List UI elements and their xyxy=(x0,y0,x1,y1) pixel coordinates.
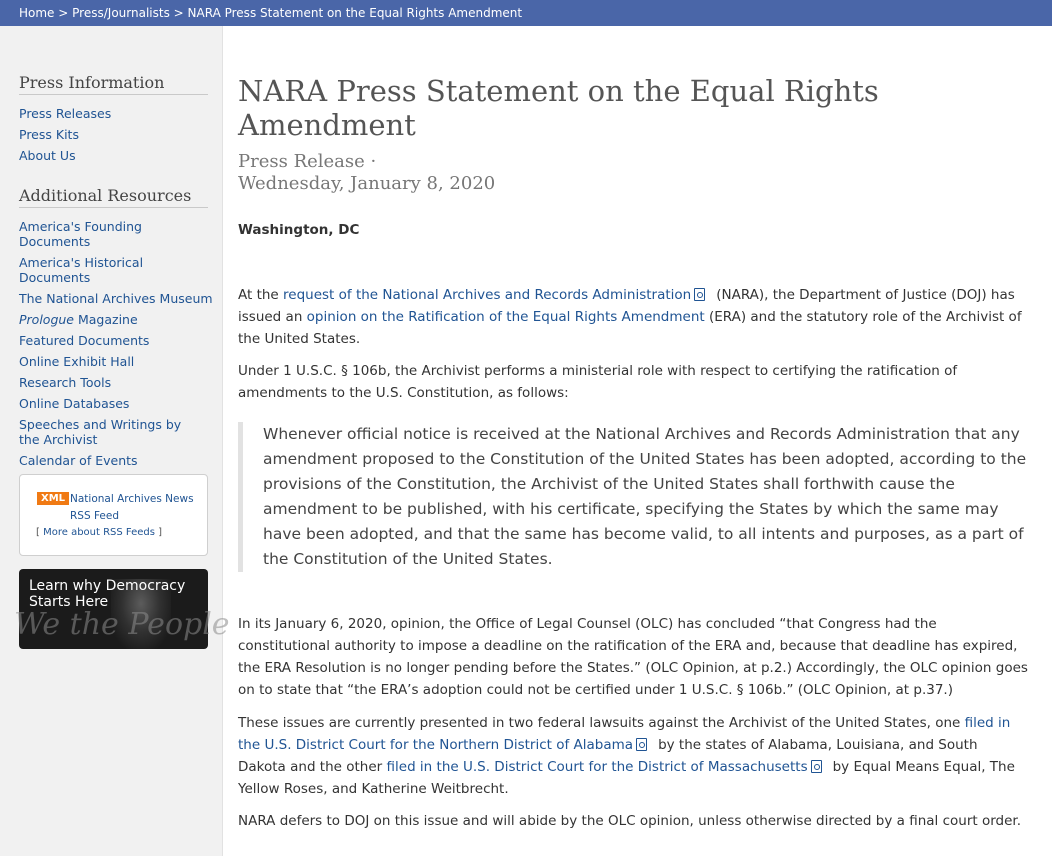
breadcrumb-separator: > xyxy=(173,6,184,20)
breadcrumb xyxy=(19,0,522,26)
pdf-icon xyxy=(694,288,705,301)
breadcrumb-home-link[interactable]: Home xyxy=(19,6,55,20)
pdf-icon xyxy=(811,760,822,773)
text: (NARA), the Department of Justice (DOJ) has issued an xyxy=(238,287,1015,325)
promo-script-image: We the People xyxy=(14,607,230,642)
sidebar-link-historical-documents[interactable]: America's Historical Documents xyxy=(19,255,144,285)
rss-feed-box xyxy=(19,474,208,556)
promo-text: Learn why Democracy Starts Here xyxy=(29,578,186,610)
text: by the states of Alabama, Louisiana, and South Dakota and the other xyxy=(238,737,978,775)
rss-feed-link[interactable] xyxy=(70,491,200,525)
text: At the xyxy=(238,287,284,303)
breadcrumb-separator: > xyxy=(58,6,69,20)
text: These issues are currently presented in two federal lawsuits against the Archivist of the United States, one xyxy=(238,715,965,731)
more-about-rss-link[interactable]: More about RSS Feeds xyxy=(43,527,155,538)
magazine-label: Magazine xyxy=(74,312,138,327)
democracy-promo-banner[interactable] xyxy=(14,569,230,649)
release-date: Wednesday, January 8, 2020 xyxy=(238,173,496,194)
paragraph-1 xyxy=(238,284,1028,350)
sidebar-link-research-tools[interactable]: Research Tools xyxy=(19,375,112,390)
sidebar-link-press-kits[interactable]: Press Kits xyxy=(19,127,79,142)
sidebar-link-calendar-of-events[interactable]: Calendar of Events xyxy=(19,453,138,468)
rss-more-wrapper xyxy=(36,527,162,538)
breadcrumb-bar xyxy=(0,0,1052,26)
sidebar-link-featured-documents[interactable]: Featured Documents xyxy=(19,333,150,348)
sidebar-link-national-archives-museum[interactable]: The National Archives Museum xyxy=(19,291,213,306)
rss-feed-title-line2: RSS Feed xyxy=(70,510,120,522)
sidebar-link-online-databases[interactable]: Online Databases xyxy=(19,396,130,411)
sidebar-heading-press-information: Press Information xyxy=(19,73,208,95)
page-title: NARA Press Statement on the Equal Rights Amendment xyxy=(238,74,879,142)
breadcrumb-press-link[interactable]: Press/Journalists xyxy=(72,6,170,20)
massachusetts-lawsuit-link[interactable]: filed in the U.S. District Court for the District of Massachusetts xyxy=(386,759,808,775)
sidebar-link-about-us[interactable]: About Us xyxy=(19,148,76,163)
paragraph-3: In its January 6, 2020, opinion, the Office of Legal Counsel (OLC) has concluded “that Congress had the constitutional authority to impose a deadline on the ratification of the ERA and, because that deadline has expired, the ERA Resolution is no longer pending before the States.” (OLC Opinion, at p.2.) Accordingly, the OLC opinion goes on to state that “the ERA’s adoption could not be certified under 1 U.S.C. § 106b.” (OLC Opinion, at p.37.) xyxy=(238,616,1028,698)
dateline-location: Washington, DC xyxy=(238,222,360,238)
rss-feed-title-line1: National Archives News xyxy=(70,493,194,505)
bracket: ] xyxy=(154,527,163,538)
sidebar-link-press-releases[interactable]: Press Releases xyxy=(19,106,112,121)
pdf-icon xyxy=(636,738,647,751)
meta-dot: · xyxy=(364,151,377,172)
bracket: [ xyxy=(36,527,44,538)
release-type: Press Release xyxy=(238,151,365,172)
sidebar-link-speeches-writings[interactable]: Speeches and Writings by the Archivist xyxy=(19,417,182,447)
paragraph-4 xyxy=(238,712,1028,800)
paragraph-5: NARA defers to DOJ on this issue and will abide by the OLC opinion, unless otherwise directed by a final court order. xyxy=(238,813,1022,829)
text: (ERA) and the statutory role of the Archivist of the United States. xyxy=(238,309,1022,347)
sidebar xyxy=(0,26,230,856)
paragraph-2: Under 1 U.S.C. § 106b, the Archivist performs a ministerial role with respect to certifying the ratification of amendments to the U.S. Constitution, as follows: xyxy=(238,363,958,401)
sidebar-link-founding-documents[interactable]: America's Founding Documents xyxy=(19,219,142,249)
release-meta xyxy=(238,151,495,195)
prologue-title: Prologue xyxy=(19,312,74,327)
nara-request-link[interactable]: request of the National Archives and Records Administration xyxy=(283,287,692,303)
alabama-lawsuit-link[interactable]: filed in the U.S. District Court for the Northern District of Alabama xyxy=(238,715,1011,753)
text: by Equal Means Equal, The Yellow Roses, and Katherine Weitbrecht. xyxy=(238,759,1015,797)
era-opinion-link[interactable]: opinion on the Ratification of the Equal Rights Amendment xyxy=(306,309,705,325)
sidebar-heading-additional-resources: Additional Resources xyxy=(19,186,208,208)
statute-blockquote: Whenever official notice is received at the National Archives and Records Administration that any amendment proposed to the Constitution of the United States has been adopted, according to the provisions of the Constitution, the Archivist of the United States shall forthwith cause the amendment to be published, with his certificate, specifying the States by which the same may have been adopted, and that the same has become valid, to all intents and purposes, as a part of the Constitution of the United States. xyxy=(238,422,1033,572)
sidebar-link-prologue-magazine[interactable] xyxy=(19,312,214,327)
breadcrumb-current: NARA Press Statement on the Equal Rights Amendment xyxy=(187,6,523,20)
xml-badge-icon[interactable]: XML xyxy=(37,492,69,505)
sidebar-link-online-exhibit-hall[interactable]: Online Exhibit Hall xyxy=(19,354,135,369)
